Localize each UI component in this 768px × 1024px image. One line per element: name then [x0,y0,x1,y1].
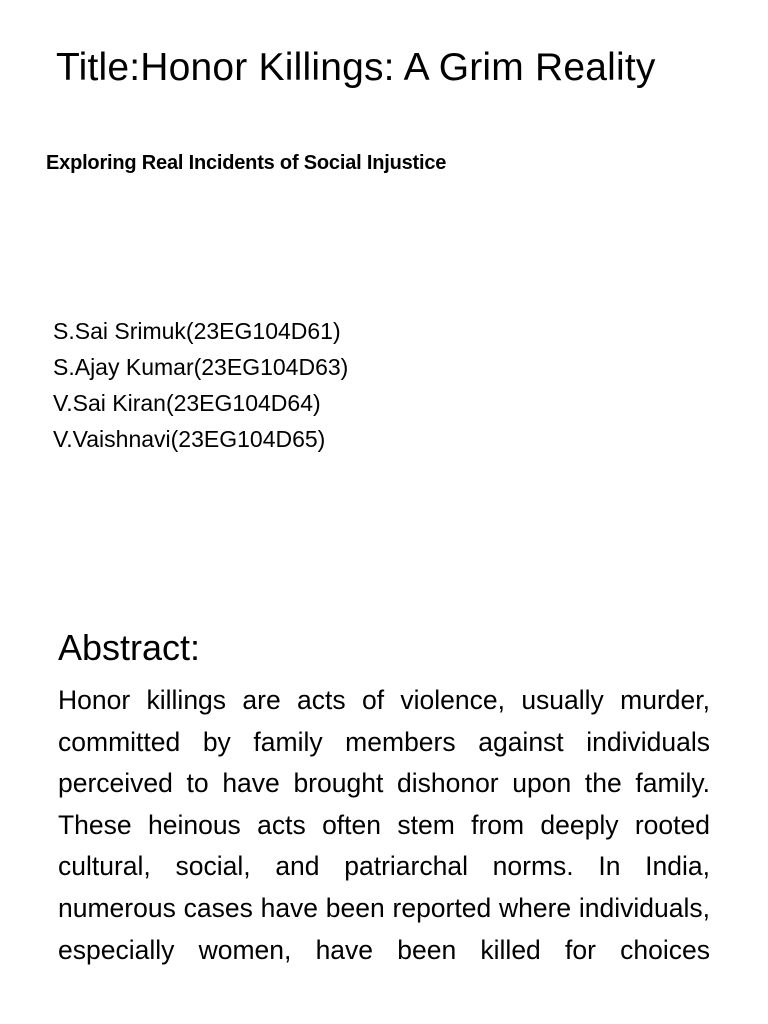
author-item: S.Sai Srimuk(23EG104D61) [53,318,341,344]
page-subtitle: Exploring Real Incidents of Social Injustice [46,152,447,174]
author-item: V.Vaishnavi(23EG104D65) [53,426,326,452]
author-item: S.Ajay Kumar(23EG104D63) [53,354,349,380]
page-title: Title:Honor Killings: A Grim Reality [56,46,656,89]
abstract-heading: Abstract: [58,627,201,668]
author-list [53,313,348,457]
abstract-paragraph: Honor killings are acts of violence, usually murder, committed by family members against individuals perceived to have brought dishonor upon the family. These heinous acts often stem from deeply rooted cultural, social, and patriarchal norms. In India, numerous cases have been reported where individuals, especially women, have been killed for choices [58,685,710,965]
author-item: V.Sai Kiran(23EG104D64) [53,390,321,416]
